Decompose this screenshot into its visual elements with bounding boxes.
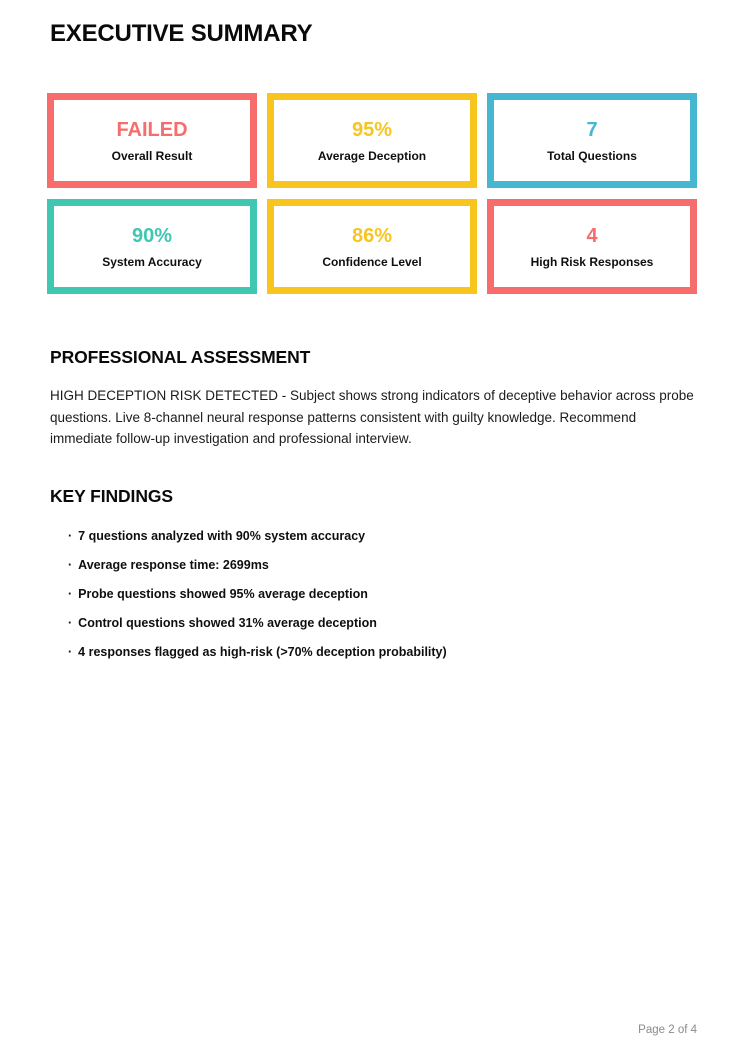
stat-value: 7	[586, 118, 598, 141]
stat-cards-grid	[47, 93, 697, 294]
key-findings-heading: KEY FINDINGS	[50, 485, 173, 506]
stat-value: 95%	[351, 118, 393, 141]
stat-label: Total Questions	[547, 148, 637, 163]
key-finding-text: 4 responses flagged as high-risk (>70% deception probability)	[78, 644, 447, 659]
key-findings-list	[68, 530, 743, 659]
bullet-marker: ·	[68, 615, 73, 630]
stat-value: 86%	[351, 224, 393, 247]
stat-card-high-risk-responses	[487, 199, 697, 294]
key-finding-item	[68, 588, 743, 601]
stat-label: Overall Result	[111, 148, 193, 163]
page-title: EXECUTIVE SUMMARY	[50, 20, 313, 47]
stat-card-overall-result	[47, 93, 257, 188]
stat-value: FAILED	[116, 118, 188, 141]
bullet-marker: ·	[68, 528, 73, 543]
key-finding-item	[68, 646, 743, 659]
key-finding-text: Control questions showed 31% average deception	[78, 615, 377, 630]
stat-card-total-questions	[487, 93, 697, 188]
stat-label: Confidence Level	[322, 254, 422, 269]
stat-value: 90%	[131, 224, 173, 247]
key-finding-text: 7 questions analyzed with 90% system accuracy	[78, 528, 366, 543]
professional-assessment-heading: PROFESSIONAL ASSESSMENT	[50, 347, 311, 367]
key-finding-text: Probe questions showed 95% average deception	[78, 586, 368, 601]
bullet-marker: ·	[68, 557, 73, 572]
bullet-marker: ·	[68, 644, 73, 659]
stat-label: High Risk Responses	[530, 254, 654, 269]
stat-value: 4	[586, 224, 598, 247]
page-number: Page 2 of 4	[638, 1024, 697, 1036]
stat-card-system-accuracy	[47, 199, 257, 294]
key-finding-text: Average response time: 2699ms	[78, 557, 269, 572]
stat-card-average-deception	[267, 93, 477, 188]
bullet-marker: ·	[68, 586, 73, 601]
key-finding-item	[68, 530, 743, 543]
professional-assessment-body: HIGH DECEPTION RISK DETECTED - Subject shows strong indicators of deceptive behavior across probe questions. Live 8-channel neural response patterns consistent with guilty knowledge. Recommend immediate follow-up investigation and professional interview.	[50, 388, 694, 446]
key-finding-item	[68, 559, 743, 572]
stat-card-confidence-level	[267, 199, 477, 294]
key-finding-item	[68, 617, 743, 630]
stat-label: System Accuracy	[102, 254, 202, 269]
stat-label: Average Deception	[317, 148, 427, 163]
